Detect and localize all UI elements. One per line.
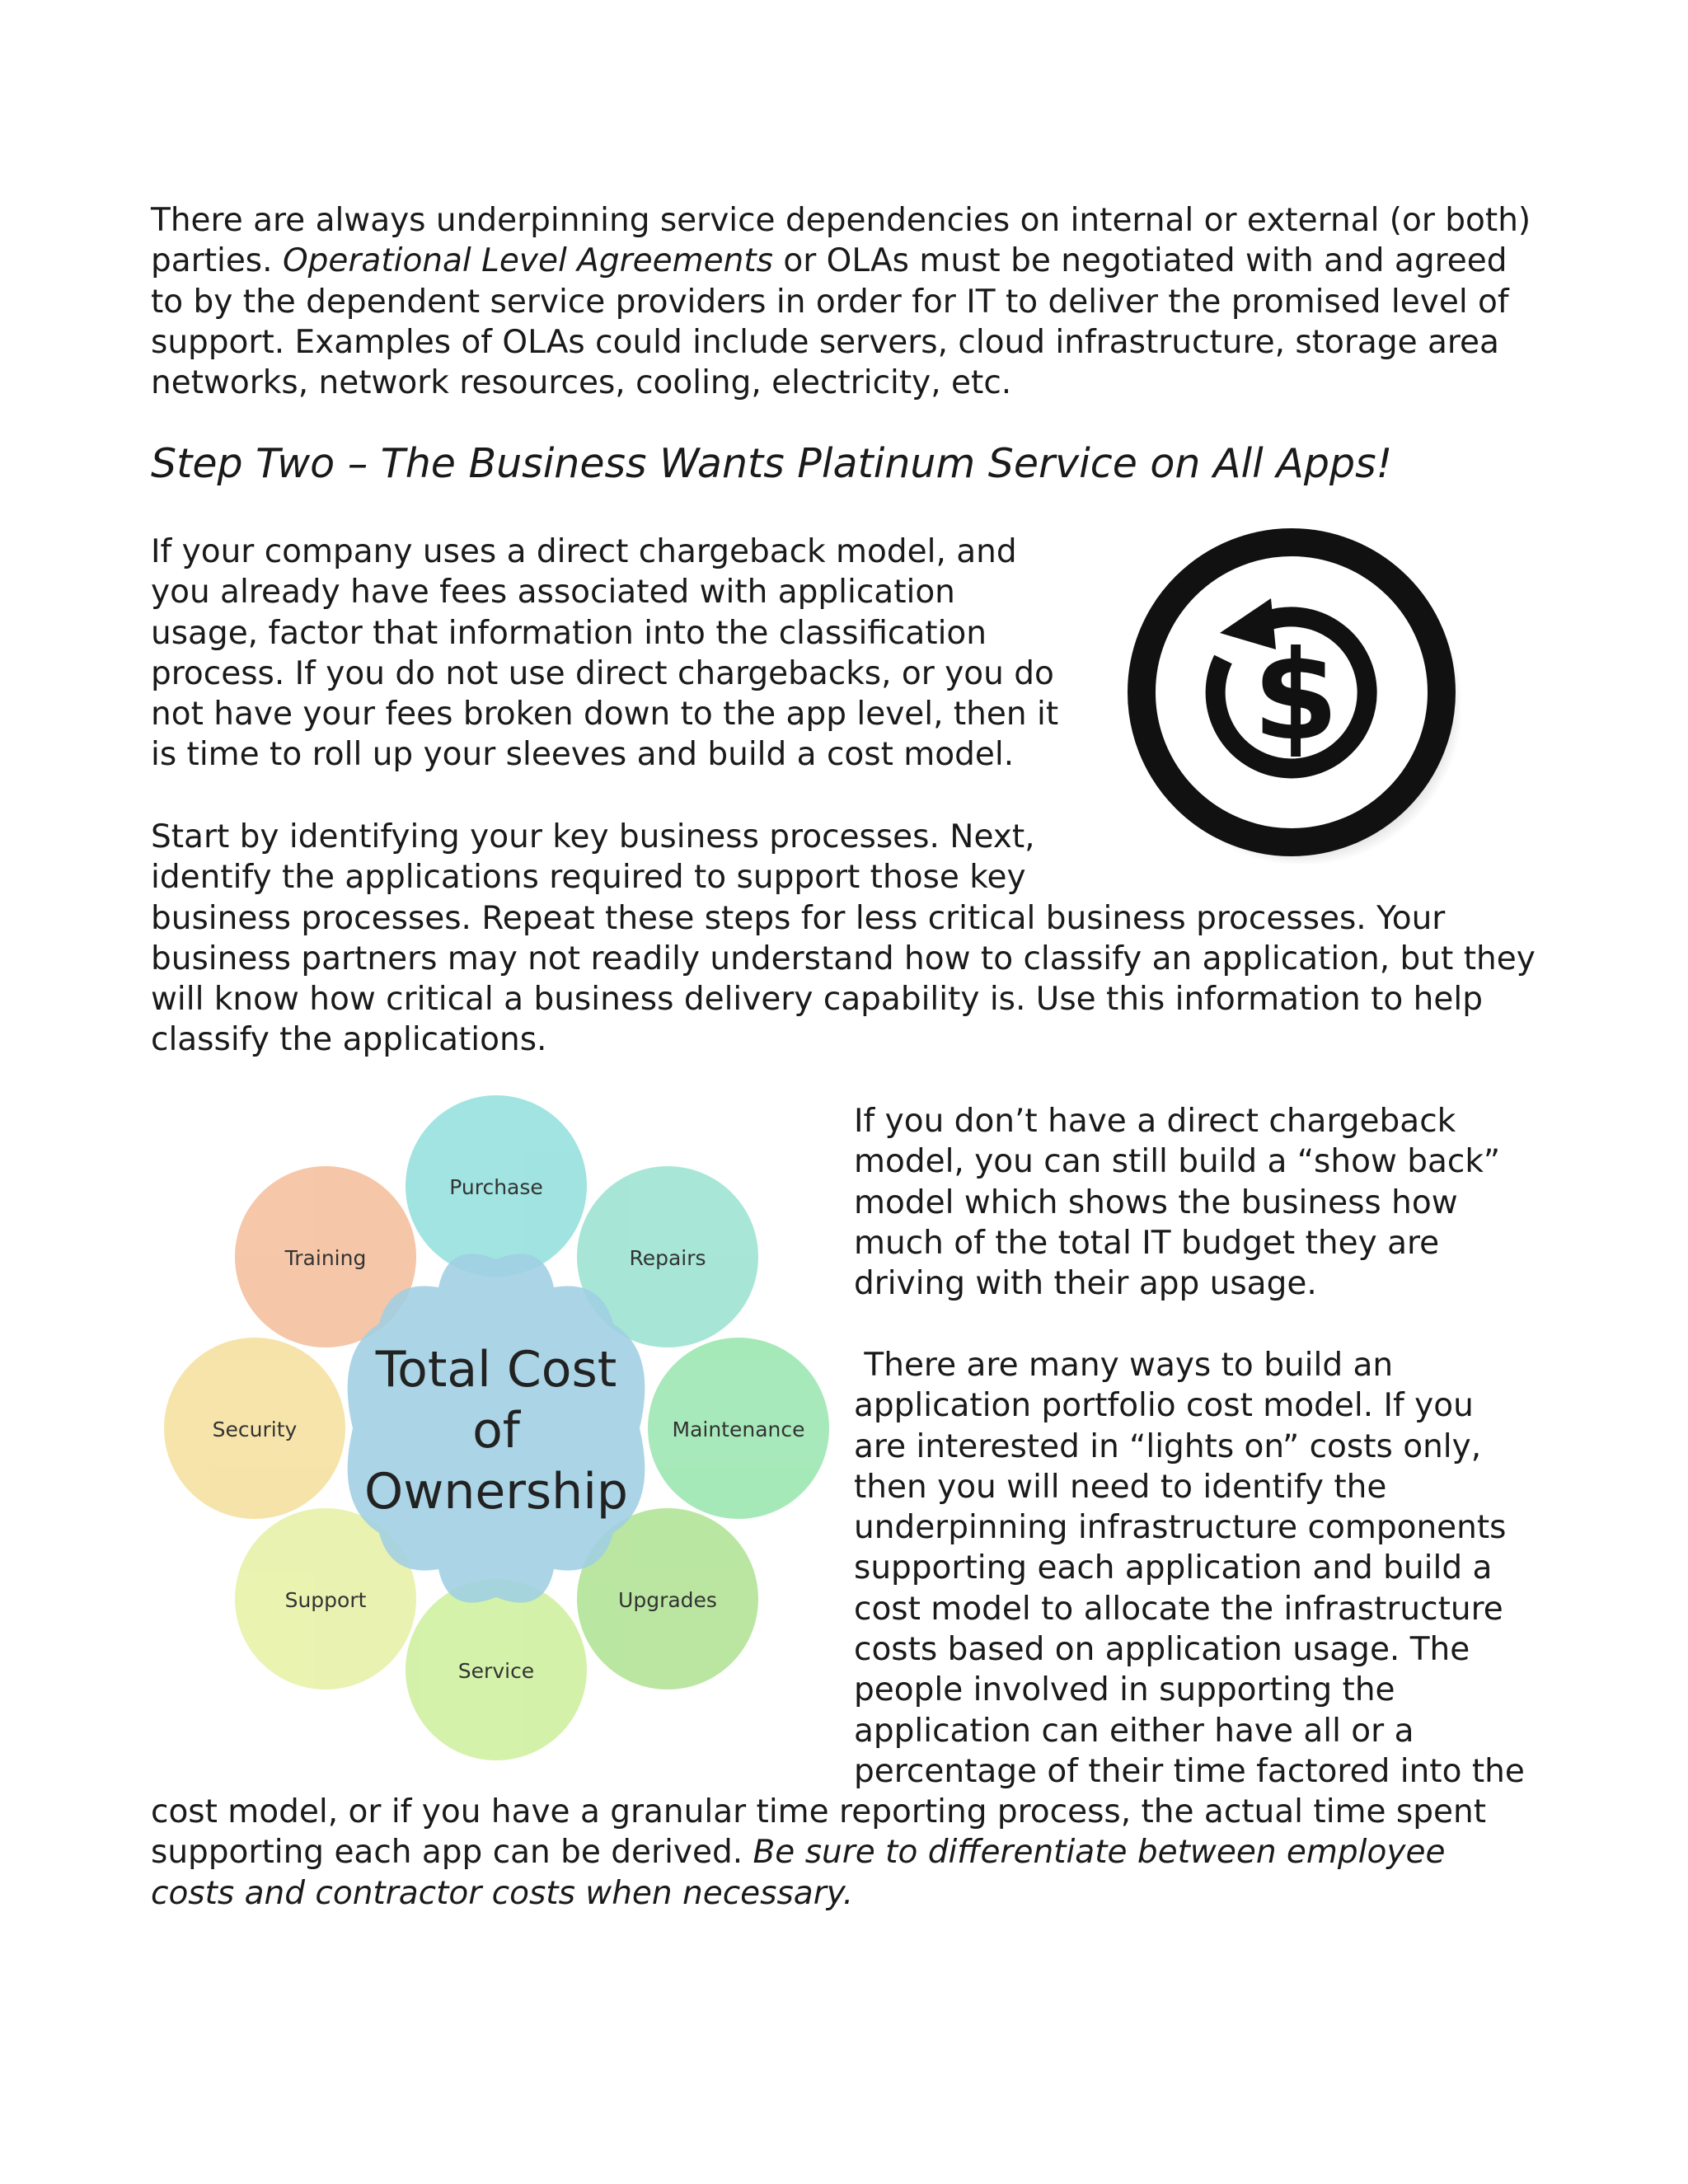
text-line: If your company uses a direct chargeback model, and (151, 533, 1017, 570)
text-line: identify the applications required to support those key (151, 859, 1026, 897)
text-line: cost model to allocate the infrastructure (854, 1590, 1503, 1628)
section-heading: Step Two – The Business Wants Platinum Service on All Apps! (151, 440, 1393, 487)
node-support-label: Support (284, 1588, 367, 1612)
text-line: percentage of their time factored into the (854, 1752, 1525, 1790)
text-line (151, 1832, 1486, 1872)
text-line: model which shows the business how (854, 1183, 1458, 1221)
node-upgrades-label: Upgrades (618, 1588, 717, 1612)
text-line: networks, network resources, cooling, electricity, etc. (151, 364, 1012, 402)
text-line: business processes. Repeat these steps for less critical business processes. Your (151, 899, 1446, 937)
paragraph-business-processes (151, 817, 1536, 1061)
paragraph-cost-model (854, 1345, 1525, 1792)
text-span: supporting each app can be derived. (151, 1834, 753, 1872)
text-line: application portfolio cost model. If you (854, 1387, 1474, 1425)
text-line: to by the dependent service providers in order for IT to deliver the promised level of (151, 283, 1509, 321)
text-line: will know how critical a business delivery capability is. Use this information to help (151, 981, 1483, 1019)
italic-text-line: costs and contractor costs when necessary. (151, 1874, 854, 1912)
text-line: you already have fees associated with application (151, 574, 955, 612)
text-line: business partners may not readily understand how to classify an application, but they (151, 940, 1536, 977)
text-line: support. Examples of OLAs could include servers, cloud infrastructure, storage area (151, 323, 1499, 361)
text-span: or OLAs must be negotiated with and agreed (772, 242, 1507, 280)
italic-text: Be sure to differentiate between employee (753, 1834, 1446, 1872)
text-line: underpinning infrastructure components (854, 1509, 1507, 1547)
center-label-line1: Total Cost (375, 1341, 617, 1399)
text-line: usage, factor that information into the classification (151, 614, 987, 652)
text-line: are interested in “lights on” costs only, (854, 1427, 1482, 1465)
text-line: not have your fees broken down to the app level, then it (151, 696, 1059, 733)
text-span: parties. (151, 242, 283, 280)
text-line: much of the total IT budget they are (854, 1224, 1440, 1262)
text-line: Start by identifying your key business processes. Next, (151, 818, 1035, 855)
node-training-label: Training (284, 1246, 367, 1270)
text-line: cost model, or if you have a granular time reporting process, the actual time spent (151, 1793, 1486, 1830)
text-line: then you will need to identify the (854, 1468, 1387, 1506)
paragraph-show-back (854, 1101, 1500, 1304)
center-label-line2: of (472, 1402, 520, 1460)
text-line: There are many ways to build an (854, 1347, 1394, 1384)
paragraph-chargeback (151, 532, 1058, 776)
text-line: classify the applications. (151, 1021, 547, 1059)
text-line: model, you can still build a “show back” (854, 1143, 1501, 1181)
node-security-label: Security (212, 1418, 298, 1441)
text-line: application can either have all or a (854, 1712, 1414, 1750)
text-line (151, 241, 1531, 281)
italic-term: Operational Level Agreements (282, 242, 773, 280)
tco-diagram (157, 1088, 849, 1772)
center-label-line3: Ownership (364, 1463, 628, 1521)
text-line: If you don’t have a direct chargeback (854, 1103, 1456, 1140)
node-repairs-label: Repairs (629, 1246, 706, 1270)
paragraph-cost-model-end (151, 1792, 1486, 1914)
text-line: is time to roll up your sleeves and build a cost model. (151, 736, 1015, 774)
text-line: supporting each application and build a (854, 1549, 1493, 1587)
text-line: driving with their app usage. (854, 1265, 1317, 1303)
node-maintenance-label: Maintenance (672, 1418, 805, 1441)
node-purchase-label: Purchase (449, 1175, 543, 1199)
text-line: process. If you do not use direct chargebacks, or you do (151, 654, 1054, 692)
paragraph-olas (151, 200, 1531, 403)
dollar-refresh-icon (1123, 518, 1461, 864)
node-service-label: Service (457, 1659, 535, 1683)
dollar-symbol: $ (1252, 625, 1339, 768)
text-line: There are always underpinning service dependencies on internal or external (or both) (151, 202, 1531, 239)
text-line: costs based on application usage. The (854, 1631, 1470, 1669)
text-line: people involved in supporting the (854, 1671, 1395, 1709)
